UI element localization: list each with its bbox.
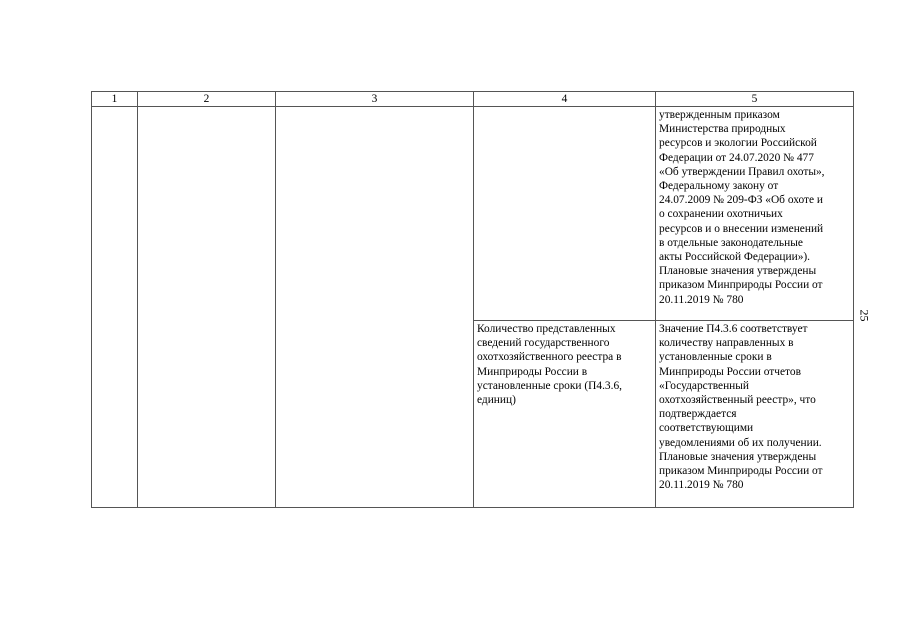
- table-cell-col3: [276, 107, 474, 508]
- column-header-5: 5: [656, 92, 854, 107]
- table-cell-col4: [474, 321, 656, 508]
- table-cell-col5: [656, 321, 854, 508]
- document-table: [91, 91, 854, 508]
- table-cell-col2: [138, 107, 276, 508]
- table-header-row: [92, 92, 854, 107]
- column-header-1: 1: [92, 92, 138, 107]
- cell-text: утвержденным приказом Министерства природных ресурсов и экологии Российской Федерации от 24.07.2020 № 477 «Об утверждении Правил охоты», Федеральному закону от 24.07.2009 № 209-ФЗ «Об охоте и о сохранении охотничьих ресурсов и о внесении изменений в отдельные законодательные акты Российской Федерации»). Плановые значения утверждены приказом Минприроды России от 20.11.2019 № 780: [659, 109, 825, 306]
- column-header-4: 4: [474, 92, 656, 107]
- table-cell-col5: [656, 107, 854, 321]
- column-header-2: 2: [138, 92, 276, 107]
- cell-text: Значение П4.3.6 соответствует количеству направленных в установленные сроки в Минприроды России отчетов «Государственный охотхозяйственный реестр», что подтверждается соответствующими уведомлениями об их получении. Плановые значения утверждены приказом Минприроды России от 20.11.2019 № 780: [659, 323, 823, 492]
- page-number: 25: [857, 309, 872, 322]
- table-cell-col1: [92, 107, 138, 508]
- table-cell-col4: [474, 107, 656, 321]
- cell-text: Количество представленных сведений государственного охотхозяйственного реестра в Минприроды России в установленные сроки (П4.3.6, единиц): [477, 323, 623, 407]
- table-row: [92, 107, 854, 321]
- column-header-3: 3: [276, 92, 474, 107]
